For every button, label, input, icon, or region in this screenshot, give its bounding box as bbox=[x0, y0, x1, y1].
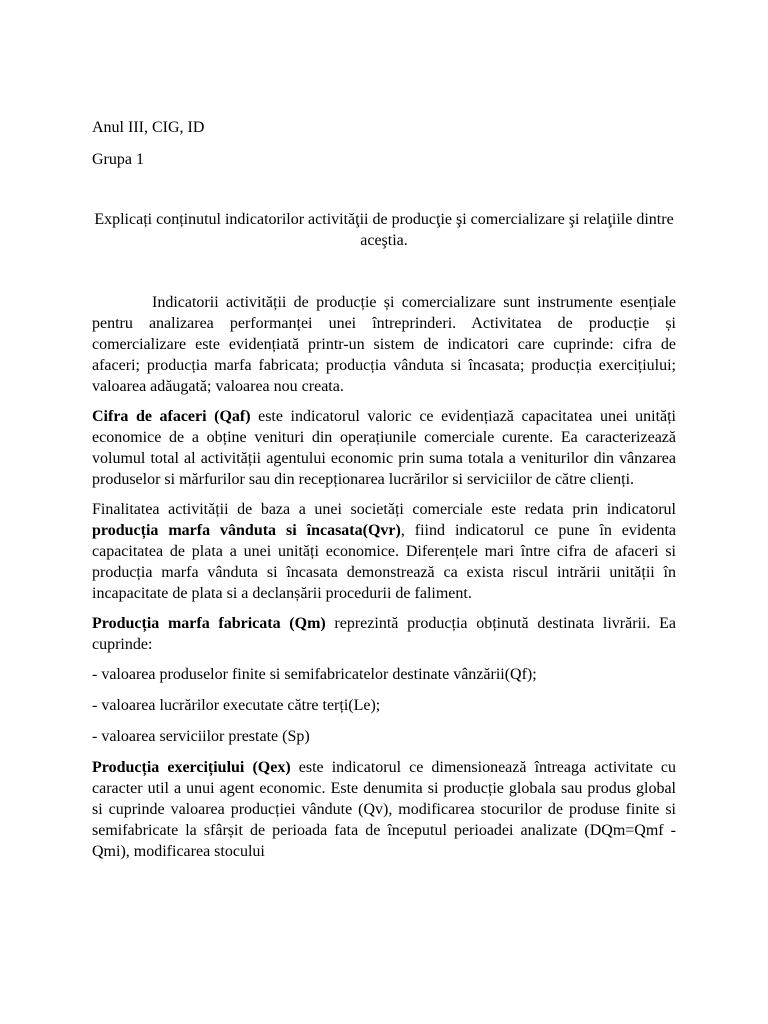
cifra-afaceri-text: este indicatorul valoric ce evidențiază capacitatea unei unități economice de a obține venituri din operațiunile comerciale curente. Ea caracterizează volumul total al activității agentului economic prin suma totala a veniturilor din vânzarea produselor si mărfurilor sau din recepționarea lucrărilor si serviciilor de către clienți. bbox=[92, 408, 677, 488]
productia-exercitiului-text: este indicatorul ce dimensionează întreaga activitate cu caracter util a unui agent economic. Este denumita si producție globala sau produs global si cuprinde valoarea producției vândute (Qv), modificarea stocurilor de produse finite si semifabricate la sfârșit de perioada fata de începutul perioadei analizate (DQm=Qmf - Qmi), modificarea stocului bbox=[92, 759, 677, 860]
finalitate-text-before: Finalitatea activității de baza a unei societăți comerciale este redata prin indicatorul bbox=[92, 501, 676, 518]
productia-vanduta-term: producția marfa vânduta si încasata(Qvr) bbox=[92, 522, 401, 539]
list-item: - valoarea produselor finite si semifabricatelor destinate vânzării(Qf); bbox=[92, 666, 537, 683]
productia-fabricata-text: reprezintă producția obținută destinata livrării. Ea cuprinde: bbox=[92, 615, 676, 653]
finalitate-text-after: , fiind indicatorul ce pune în evidenta capacitatea de plata a unei unități economice. Diferențele mari între cifra de afaceri si producția marfa vânduta si încasata demonstrează ca exista riscul intrării unității în incapacitate de plata si a declanșării procedurii de faliment. bbox=[92, 522, 676, 602]
intro-paragraph: Indicatorii activității de producție și comercializare sunt instrumente esențiale pentru analizarea performanței unei întreprinderi. Activitatea de producție și comercializare este evidențiată printr-un sistem de indicatori care cuprinde: cifra de afaceri; producția marfa fabricata; producția vânduta si încasata; producția exercițiului; valoarea adăugată; valoarea nou creata. bbox=[92, 294, 676, 395]
productia-exercitiului-term: Producția exercițiului (Qex) bbox=[92, 759, 291, 776]
finalitate-paragraph bbox=[92, 499, 676, 604]
list-item: - valoarea serviciilor prestate (Sp) bbox=[92, 728, 310, 745]
cifra-afaceri-paragraph bbox=[92, 406, 676, 490]
question-title: Explicați conținutul indicatorilor activităţii de producţie şi comercializare şi relaţiile dintre aceştia. bbox=[94, 211, 674, 249]
cifra-afaceri-term: Cifra de afaceri (Qaf) bbox=[92, 408, 251, 425]
course-line: Anul III, CIG, ID bbox=[92, 119, 205, 136]
productia-fabricata-term: Producția marfa fabricata (Qm) bbox=[92, 615, 326, 632]
productia-exercitiului-paragraph bbox=[92, 757, 676, 862]
list-item: - valoarea lucrărilor executate către terți(Le); bbox=[92, 697, 381, 714]
productia-fabricata-paragraph bbox=[92, 613, 676, 655]
document-body bbox=[92, 292, 676, 871]
group-line: Grupa 1 bbox=[92, 151, 144, 168]
